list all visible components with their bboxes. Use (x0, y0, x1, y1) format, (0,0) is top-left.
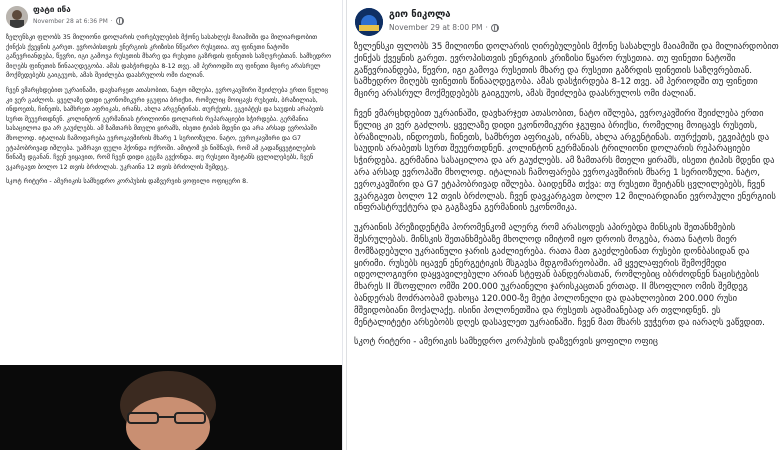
globe-icon (116, 17, 124, 25)
post-paragraph: ჩვენ ვმარცხდებით უკრაინაში, დავხარჯეთ ათასობით, ნატო იშლება, ევროკავშირი შეიძლება ერთი წელიც კი ვერ გაძლოს. ყველაზე დიდი ეკონომიკური ჯგუფია ბრიქსი, რომელიც მოიცავს რუსეთს, ბრაზილიას, ინდოეთს, ჩინეთს, სამხრეთ აფრიკას, ირანს, ახლა არგენტინას. თურქეთს, ეგვიპტეს და საუდის არაბეთს სურთ შეუერთდნენ. კოლინტონ გერმანიას ტრილიონი დოლარის რეპარაციები სჭირდება. გერმანია სასაცილოა და არ გაუძლებს. ამ ზამთარს მთელი ყირამს, ისეთი ტიპის მდენი და არა არსად ევროპაში მხოლოდ. იტალიას ჩამოფარება ევროკავშირის მხარე 1 სერიოზული. ნატო, ევროკავშირი და G7 ეტაპობრივად იშლება. უამრავი ფული ჰქონდა ოქროში. ამიტომ ეს ნიშნავს, რომ ამ გადაწყვეტილების წინაშე დგანან. ჩვენ ვიყავით, რომ ჩვენ დიდი გეგმა გვქონდა. თუ რუსეთი შეიტანს ცვლილებებს, ჩვენ ვკარგავთ ბოლო 12 თვის ბრძოლას. უკრაინა 12 თვის ბრძოლის შემდეგ. (6, 86, 329, 171)
post-header (347, 0, 783, 40)
post-body (354, 42, 780, 357)
person-photo-icon (0, 365, 343, 450)
post-header (0, 0, 342, 34)
post-paragraph: უკრაინის პრეზიდენტმა პორომენკომ ალერგ რომ არასოდეს აპირებდა მინსკის შეთანხმების შესრულებას. მინსკის შეთანხმებაზე მხოლოდ იმიტომ იყო დროის მოგება, რათა ნატოს მიერ მომზადებული უკრაინული ჯარის გაძლიერება. რათა მათ გაეძლებინათ რუსები დონბასიდან და ყირიმი. რუსებს იცავენ ენერგეტიკის მსგავსა მდგომარეობაში. ამ ყველაფერის შემოქმედი იდეოლოგიური დაყვავილებული არიან სტეფან ბანდერასთან, რომლებიც იბრძოდნენ ნაცისტების მხარეს II მსოფლიო ომში 200.000 უკრაინელი ჯარისკაცთან ერთად. II მსოფლიო ომის შემდეგ ბანდერას მოძრაობამ დახოცა 120.000-ზე მეტი პოლონელი და დაახლოებით 200.000 რუსი მშვიდობიანი მოქალაქე. ისინი პოლონეთშია და რუსეთს ადამიანებად არ თვლიდნენ. ეს მენტალიტეტი არსებობს დღეს დასავლეთ უკრაინაში. ჩვენ მათ მხარს ვუჭერთ და იარაღს ვაწვდით. (354, 223, 765, 328)
post-paragraph: ზელენსკი ფლობს 35 მილიონი დოლარის ღირებულების მქონე სასახლეს მაიამიში და მილიარდობით ქინქას ქვეყნის გარეთ. ევროპისთვის ენერგიის კრიზისი წყარო რუსეთია. თუ ფინეთი ნატოში გაწევრიანდება, წევრი, იგი გამოვა რუსეთის მხარე და რუსეთი გაზრდის ფინეთის საზღვრებთან. სამხედრო მიღებს ფინეთის წინააღდეგობა. ამას დასჭირდება 8-12 თვე. ამ პერიოდში თუ ფინეთი მცირე არასრულ მოქმედებებს გაიგეუოს, ამას შეიძლება დაასრულოს ომი ძალიან. (354, 42, 779, 100)
post-photo[interactable] (0, 365, 343, 450)
author-name[interactable]: გიო ნიკოლა (389, 9, 451, 20)
profile-photo-icon (6, 6, 28, 28)
post-body (6, 33, 336, 192)
post-timestamp[interactable]: November 28 at 6:36 PM (33, 17, 108, 25)
post-paragraph: ჩვენ ვმარცხდებით უკრაინაში, დავხარჯეთ ათასობით, ნატო იშლება, ევროკავშირი შეიძლება ერთი წელიც კი ვერ გაძლოს. ყველაზე დიდი ეკონომიკური ჯგუფია ბრიქსი, რომელიც მოიცავს რუსეთს, ბრაზილიას, ინდოეთს, ჩინეთს, სამხრეთ აფრიკას, ირანს, ახლა არგენტინას. თურქეთს, ეგვიპტეს და საუდის არაბეთს სურთ შეუერთდნენ. კოლინტონ გერმანიას ტრილიონი დოლარის რეპარაციები სჭირდება. გერმანია სასაცილოა და არ გაუძლებს. ამ ზამთარს მთელი ყირამს, ისეთი ტიპის მდენი და არა არსად ევროპაში მხოლოდ. იტალიას ჩამოფარება ევროკავშირის მხარე 1 სერიოზული. ნატო, ევროკავშირი და G7 ეტაპობრივად იშლება. ბაიდენმა თქვა: თუ რუსეთი შეიტანს ცვლილებებს, ჩვენ ვკარგავთ ბოლო 12 თვის ბრძოლას. ჩვენ დავკარგავთ ბოლო 12 მილიარდიანი ევროპული ენერგიის ინფრასტრუქტურა და გაგზავნა გერმანიის ეკონომიკა. (354, 108, 776, 214)
avatar[interactable] (6, 6, 28, 28)
post-caption: სკოტ რიტერი - ამერიკის სამხედრო კორპუსის დაზვერვის ყოფილი ოფიც (354, 337, 658, 348)
post-caption: სკოტ რიტერი - ამერიკის სამხედრო კორპუსის დაზვერვის ყოფილი ოფიცერი 8. (6, 178, 249, 186)
avatar[interactable] (355, 8, 383, 36)
profile-photo-icon (355, 8, 383, 36)
author-name[interactable]: ფატი ინა (33, 5, 71, 14)
post-timestamp[interactable]: November 29 at 8:00 PM (389, 23, 483, 32)
post-timestamp-row: November 28 at 6:36 PM · (33, 17, 124, 25)
right-post (346, 0, 783, 450)
globe-icon (491, 24, 499, 32)
post-paragraph: ზელენსკი ფლობს 35 მილიონი დოლარის ღირებულების მქონე სასახლეს მაიამიში და მილიარდობით ქინქას ქვეყნის გარეთ. ევროპისთვის ენერგიის კრიზისი ნწეარო რუსეთია. თუ ფინეთი ნატოში გაწევრიანდება, წევრი, იგი გამოვა რუსეთის მხარე და რუსეთი გაზრდის ფინეთის საზღვრებთან. სამხედრო მიღებს ფინეთის წინააღდეგობა. ამას დასჭირდება 8-12 თვე. ამ პერიოდში თუ ფინეთი მცირე არასრულ მოქმედებებს გაიგეუოს, ამას შეიძლება დაასრულოს ომი ძალიან. (6, 34, 332, 80)
left-post (0, 0, 343, 450)
post-timestamp-row: November 29 at 8:00 PM · (389, 23, 499, 32)
